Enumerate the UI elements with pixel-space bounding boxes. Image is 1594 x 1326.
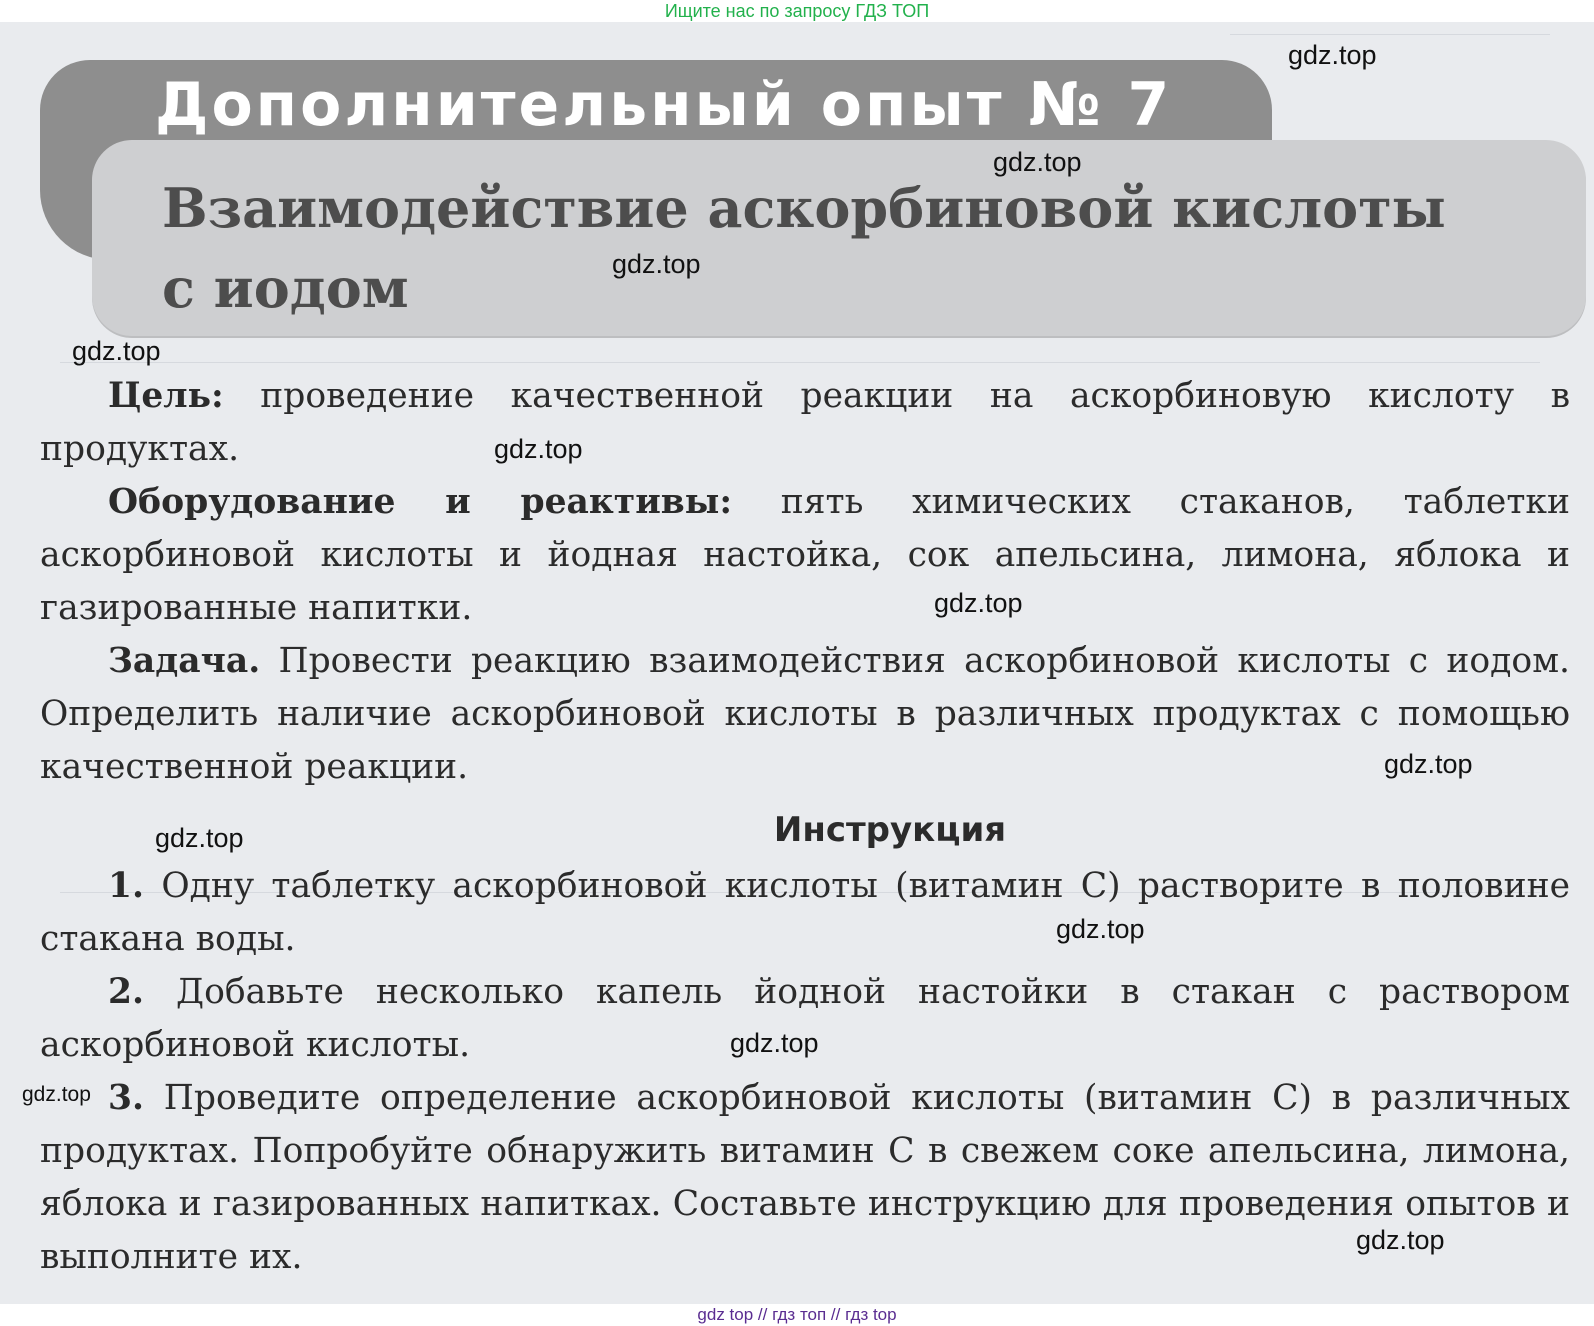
watermark: gdz.top bbox=[72, 336, 161, 366]
step-number: 3. bbox=[108, 1078, 145, 1118]
goal-paragraph bbox=[40, 370, 1570, 476]
subtitle-line-2: с иодом bbox=[162, 256, 409, 320]
goal-text: проведение качественной реакции на аскорбиновую кислоту в продуктах. bbox=[40, 376, 1570, 469]
bleed-through-line bbox=[1230, 34, 1550, 35]
watermark: gdz.top bbox=[494, 434, 583, 464]
task-paragraph bbox=[40, 635, 1570, 794]
equipment-label: Оборудование и реактивы: bbox=[108, 482, 733, 522]
subtitle-line-1: Взаимодействие аскорбиновой кислоты bbox=[162, 176, 1446, 240]
textbook-page bbox=[0, 22, 1594, 1304]
task-label: Задача. bbox=[108, 641, 261, 681]
page-title: Дополнительный опыт № 7 bbox=[155, 70, 1173, 140]
instruction-title: Инструкция bbox=[773, 810, 1007, 850]
experiment-subtitle bbox=[162, 168, 1562, 328]
equipment-paragraph bbox=[40, 476, 1570, 635]
watermark: gdz.top bbox=[612, 249, 701, 279]
page-content bbox=[40, 370, 1570, 1284]
goal-label: Цель: bbox=[108, 376, 224, 416]
watermark: gdz.top bbox=[22, 1083, 91, 1106]
instruction-step bbox=[40, 1072, 1570, 1284]
step-text: Добавьте несколько капель йодной настойки в стакан с раствором аскорбиновой кислоты. bbox=[40, 972, 1570, 1065]
watermark: gdz.top bbox=[155, 823, 244, 853]
watermark: gdz.top bbox=[1356, 1225, 1445, 1255]
footer-note: gdz top // гдз топ // гдз top bbox=[697, 1305, 897, 1324]
watermark: gdz.top bbox=[1288, 40, 1377, 70]
task-text: Провести реакцию взаимодействия аскорбиновой кислоты с иодом. Определить наличие аскорбиновой кислоты в различных продуктах с помощью качественной реакции. bbox=[40, 641, 1570, 787]
equipment-text: пять химических стаканов, таблетки аскорбиновой кислоты и йодная настойка, сок апельсина, лимона, яблока и газированные напитки. bbox=[40, 482, 1570, 628]
step-text: Проведите определение аскорбиновой кислоты (витамин С) в различных продуктах. Попробуйте обнаружить витамин С в свежем соке апельсина, лимона, яблока и газированных напитках. Составьте инструкцию для проведения опытов и выполните их. bbox=[40, 1078, 1570, 1277]
step-text: Одну таблетку аскорбиновой кислоты (витамин С) растворите в половине стакана воды. bbox=[40, 866, 1570, 959]
top-search-note: Ищите нас по запросу ГДЗ ТОП bbox=[664, 1, 930, 21]
watermark: gdz.top bbox=[934, 588, 1023, 618]
bleed-through-line bbox=[60, 362, 1540, 363]
watermark: gdz.top bbox=[1056, 914, 1145, 944]
step-number: 1. bbox=[108, 866, 145, 906]
watermark: gdz.top bbox=[993, 147, 1082, 177]
watermark: gdz.top bbox=[730, 1028, 819, 1058]
instruction-step bbox=[40, 860, 1570, 966]
watermark: gdz.top bbox=[1384, 749, 1473, 779]
step-number: 2. bbox=[108, 972, 145, 1012]
